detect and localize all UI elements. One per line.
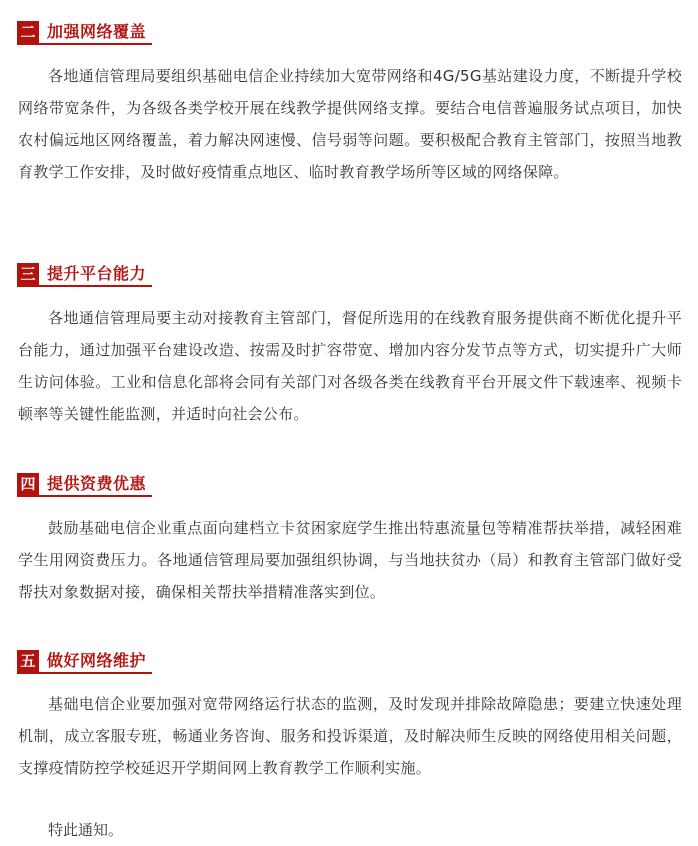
section-heading bbox=[17, 21, 152, 45]
section-title: 提供资费优惠 bbox=[47, 474, 147, 493]
section-title: 做好网络维护 bbox=[47, 651, 147, 670]
section-body: 各地通信管理局要主动对接教育主管部门，督促所选用的在线教育服务提供商不断优化提升平台能力，通过加强平台建设改造、按需及时扩容带宽、增加内容分发节点等方式，切实提升广大师生访问体验。工业和信息化部将会同有关部门对各级各类在线教育平台开展文件下载速率、视频卡顿率等关键性能监测，并适时向社会公布。 bbox=[18, 309, 682, 423]
section-number-badge: 五 bbox=[17, 650, 39, 672]
section-number-badge: 四 bbox=[17, 473, 39, 495]
section-body: 基础电信企业要加强对宽带网络运行状态的监测，及时发现并排除故障隐患；要建立快速处理机制，成立客服专班，畅通业务咨询、服务和投诉渠道，及时解决师生反映的网络使用相关问题，支撑疫情防控学校延迟开学期间网上教育教学工作顺利实施。 bbox=[18, 695, 682, 777]
section-heading bbox=[17, 650, 152, 674]
section-number-badge: 二 bbox=[17, 21, 39, 43]
section-title: 提升平台能力 bbox=[47, 264, 147, 283]
section-heading bbox=[17, 263, 152, 287]
section-heading bbox=[17, 473, 152, 497]
closing-notice: 特此通知。 bbox=[48, 821, 124, 839]
section-number-badge: 三 bbox=[17, 263, 39, 285]
section-title: 加强网络覆盖 bbox=[47, 22, 147, 41]
section-body: 鼓励基础电信企业重点面向建档立卡贫困家庭学生推出特惠流量包等精准帮扶举措，减轻困难学生用网资费压力。各地通信管理局要加强组织协调，与当地扶贫办（局）和教育主管部门做好受帮扶对象数据对接，确保相关帮扶举措精准落实到位。 bbox=[18, 519, 682, 601]
section-body: 各地通信管理局要组织基础电信企业持续加大宽带网络和4G/5G基站建设力度，不断提升学校网络带宽条件，为各级各类学校开展在线教学提供网络支撑。要结合电信普遍服务试点项目，加快农村偏远地区网络覆盖，着力解决网速慢、信号弱等问题。要积极配合教育主管部门，按照当地教育教学工作安排，及时做好疫情重点地区、临时教育教学场所等区域的网络保障。 bbox=[18, 67, 682, 181]
